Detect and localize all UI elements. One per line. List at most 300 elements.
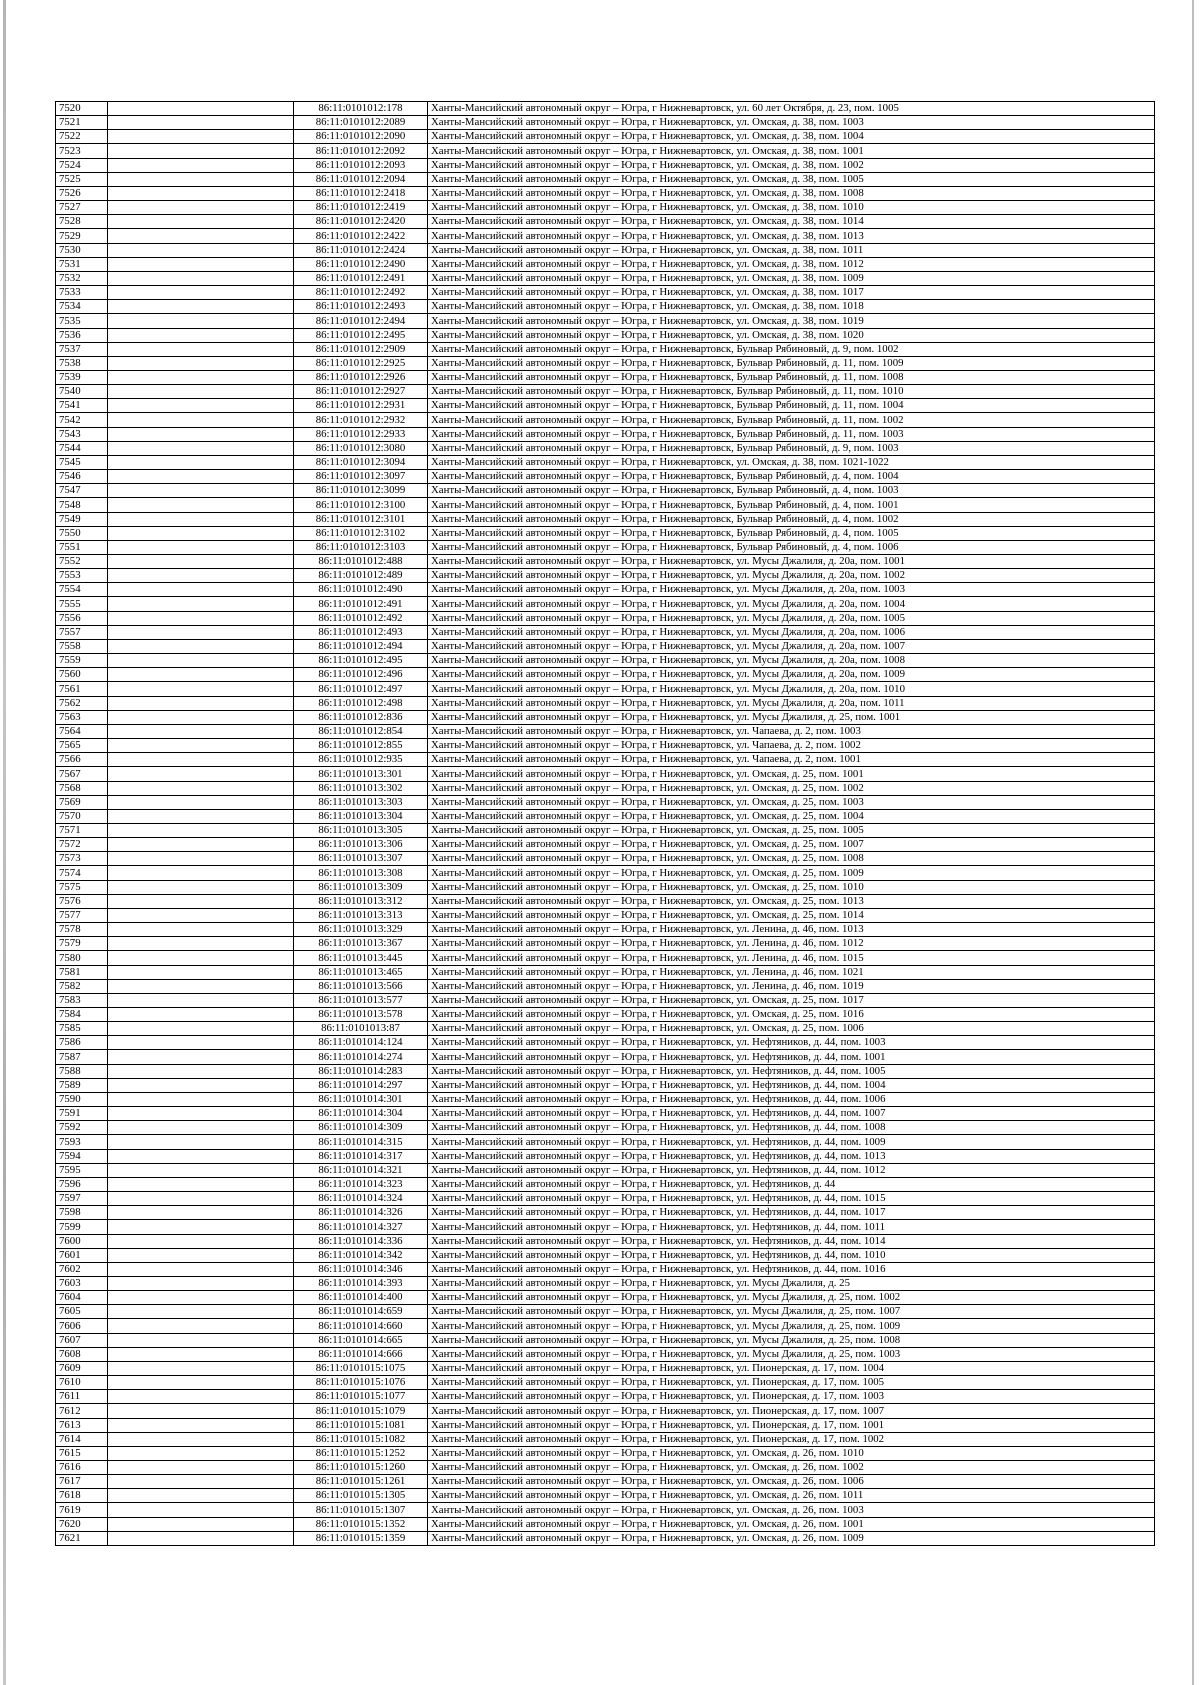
cadastral-number-cell: 86:11:0101014:304 — [294, 1107, 428, 1121]
cadastral-number-cell: 86:11:0101012:2495 — [294, 328, 428, 342]
empty-cell — [108, 1291, 294, 1305]
cadastral-number-cell: 86:11:0101014:323 — [294, 1177, 428, 1191]
cadastral-number-cell: 86:11:0101015:1260 — [294, 1461, 428, 1475]
table-row — [56, 753, 1155, 767]
row-number-cell: 7556 — [56, 611, 108, 625]
row-number-cell: 7617 — [56, 1475, 108, 1489]
table-row — [56, 597, 1155, 611]
cadastral-number-cell: 86:11:0101012:2094 — [294, 172, 428, 186]
row-number-cell: 7611 — [56, 1390, 108, 1404]
empty-cell — [108, 441, 294, 455]
address-cell: Ханты-Мансийский автономный округ – Югра, г Нижневартовск, ул. Омская, д. 25, пом. 1005 — [428, 823, 1155, 837]
address-cell: Ханты-Мансийский автономный округ – Югра, г Нижневартовск, ул. Омская, д. 25, пом. 1001 — [428, 767, 1155, 781]
empty-cell — [108, 993, 294, 1007]
address-cell: Ханты-Мансийский автономный округ – Югра, г Нижневартовск, Бульвар Рябиновый, д. 4, пом. 1004 — [428, 470, 1155, 484]
scan-edge-left — [3, 0, 6, 1685]
cadastral-number-cell: 86:11:0101012:935 — [294, 753, 428, 767]
row-number-cell: 7572 — [56, 838, 108, 852]
table-row — [56, 130, 1155, 144]
cadastral-number-cell: 86:11:0101012:2909 — [294, 342, 428, 356]
row-number-cell: 7563 — [56, 710, 108, 724]
empty-cell — [108, 1475, 294, 1489]
row-number-cell: 7543 — [56, 427, 108, 441]
address-cell: Ханты-Мансийский автономный округ – Югра, г Нижневартовск, ул. Мусы Джалиля, д. 25, пом. 1001 — [428, 710, 1155, 724]
empty-cell — [108, 370, 294, 384]
empty-cell — [108, 1036, 294, 1050]
table-row — [56, 654, 1155, 668]
cadastral-number-cell: 86:11:0101013:308 — [294, 866, 428, 880]
table-row — [56, 1432, 1155, 1446]
address-cell: Ханты-Мансийский автономный округ – Югра, г Нижневартовск, ул. Омская, д. 25, пом. 1006 — [428, 1022, 1155, 1036]
empty-cell — [108, 951, 294, 965]
table-row — [56, 555, 1155, 569]
address-cell: Ханты-Мансийский автономный округ – Югра, г Нижневартовск, ул. Мусы Джалиля, д. 20а, пом. 1009 — [428, 668, 1155, 682]
row-number-cell: 7597 — [56, 1192, 108, 1206]
empty-cell — [108, 838, 294, 852]
cadastral-number-cell: 86:11:0101014:665 — [294, 1333, 428, 1347]
table-row — [56, 1531, 1155, 1545]
empty-cell — [108, 583, 294, 597]
address-cell: Ханты-Мансийский автономный округ – Югра, г Нижневартовск, ул. Нефтяников, д. 44, пом. 1014 — [428, 1234, 1155, 1248]
address-cell: Ханты-Мансийский автономный округ – Югра, г Нижневартовск, ул. Нефтяников, д. 44, пом. 1016 — [428, 1262, 1155, 1276]
empty-cell — [108, 937, 294, 951]
address-cell: Ханты-Мансийский автономный округ – Югра, г Нижневартовск, ул. Нефтяников, д. 44, пом. 1012 — [428, 1163, 1155, 1177]
empty-cell — [108, 1418, 294, 1432]
cadastral-number-cell: 86:11:0101012:495 — [294, 654, 428, 668]
row-number-cell: 7566 — [56, 753, 108, 767]
address-cell: Ханты-Мансийский автономный округ – Югра, г Нижневартовск, ул. Мусы Джалиля, д. 25, пом. 1003 — [428, 1347, 1155, 1361]
address-cell: Ханты-Мансийский автономный округ – Югра, г Нижневартовск, Бульвар Рябиновый, д. 4, пом. 1002 — [428, 512, 1155, 526]
address-cell: Ханты-Мансийский автономный округ – Югра, г Нижневартовск, ул. Омская, д. 25, пом. 1016 — [428, 1008, 1155, 1022]
address-cell: Ханты-Мансийский автономный округ – Югра, г Нижневартовск, ул. Ленина, д. 46, пом. 1015 — [428, 951, 1155, 965]
empty-cell — [108, 1177, 294, 1191]
address-cell: Ханты-Мансийский автономный округ – Югра, г Нижневартовск, ул. Омская, д. 38, пом. 1017 — [428, 286, 1155, 300]
table-row — [56, 1418, 1155, 1432]
address-cell: Ханты-Мансийский автономный округ – Югра, г Нижневартовск, ул. Омская, д. 38, пом. 1018 — [428, 300, 1155, 314]
cadastral-number-cell: 86:11:0101012:2493 — [294, 300, 428, 314]
address-cell: Ханты-Мансийский автономный округ – Югра, г Нижневартовск, ул. Омская, д. 38, пом. 1010 — [428, 201, 1155, 215]
cadastral-number-cell: 86:11:0101012:496 — [294, 668, 428, 682]
table-row — [56, 470, 1155, 484]
cadastral-number-cell: 86:11:0101012:2931 — [294, 399, 428, 413]
row-number-cell: 7581 — [56, 965, 108, 979]
empty-cell — [108, 271, 294, 285]
empty-cell — [108, 158, 294, 172]
table-row — [56, 809, 1155, 823]
cadastral-number-cell: 86:11:0101012:2925 — [294, 356, 428, 370]
row-number-cell: 7579 — [56, 937, 108, 951]
empty-cell — [108, 795, 294, 809]
empty-cell — [108, 1390, 294, 1404]
table-row — [56, 965, 1155, 979]
row-number-cell: 7560 — [56, 668, 108, 682]
address-cell: Ханты-Мансийский автономный округ – Югра, г Нижневартовск, ул. Чапаева, д. 2, пом. 1001 — [428, 753, 1155, 767]
row-number-cell: 7603 — [56, 1276, 108, 1290]
empty-cell — [108, 1361, 294, 1375]
cadastral-number-cell: 86:11:0101012:2932 — [294, 413, 428, 427]
row-number-cell: 7621 — [56, 1531, 108, 1545]
table-row — [56, 1022, 1155, 1036]
address-cell: Ханты-Мансийский автономный округ – Югра, г Нижневартовск, ул. Мусы Джалиля, д. 20а, пом. 1011 — [428, 696, 1155, 710]
empty-cell — [108, 597, 294, 611]
address-cell: Ханты-Мансийский автономный округ – Югра, г Нижневартовск, ул. Омская, д. 38, пом. 1003 — [428, 116, 1155, 130]
address-cell: Ханты-Мансийский автономный округ – Югра, г Нижневартовск, ул. Омская, д. 26, пом. 1001 — [428, 1517, 1155, 1531]
row-number-cell: 7526 — [56, 186, 108, 200]
address-cell: Ханты-Мансийский автономный округ – Югра, г Нижневартовск, ул. Омская, д. 25, пом. 1008 — [428, 852, 1155, 866]
address-cell: Ханты-Мансийский автономный округ – Югра, г Нижневартовск, ул. Омская, д. 38, пом. 1013 — [428, 229, 1155, 243]
row-number-cell: 7537 — [56, 342, 108, 356]
table-row — [56, 328, 1155, 342]
table-row — [56, 1276, 1155, 1290]
address-cell: Ханты-Мансийский автономный округ – Югра, г Нижневартовск, ул. Омская, д. 38, пом. 1012 — [428, 257, 1155, 271]
row-number-cell: 7584 — [56, 1008, 108, 1022]
cadastral-number-cell: 86:11:0101013:302 — [294, 781, 428, 795]
address-cell: Ханты-Мансийский автономный округ – Югра, г Нижневартовск, ул. Омская, д. 26, пом. 1002 — [428, 1461, 1155, 1475]
address-cell: Ханты-Мансийский автономный округ – Югра, г Нижневартовск, ул. Мусы Джалиля, д. 20а, пом. 1008 — [428, 654, 1155, 668]
address-cell: Ханты-Мансийский автономный округ – Югра, г Нижневартовск, ул. Омская, д. 25, пом. 1013 — [428, 894, 1155, 908]
address-cell: Ханты-Мансийский автономный округ – Югра, г Нижневартовск, ул. Нефтяников, д. 44, пом. 1007 — [428, 1107, 1155, 1121]
address-cell: Ханты-Мансийский автономный округ – Югра, г Нижневартовск, ул. Омская, д. 38, пом. 1019 — [428, 314, 1155, 328]
table-row — [56, 271, 1155, 285]
table-row — [56, 1163, 1155, 1177]
row-number-cell: 7580 — [56, 951, 108, 965]
table-row — [56, 866, 1155, 880]
table-row — [56, 937, 1155, 951]
cadastral-number-cell: 86:11:0101013:87 — [294, 1022, 428, 1036]
row-number-cell: 7577 — [56, 908, 108, 922]
row-number-cell: 7574 — [56, 866, 108, 880]
address-cell: Ханты-Мансийский автономный округ – Югра, г Нижневартовск, ул. Мусы Джалиля, д. 20а, пом. 1007 — [428, 639, 1155, 653]
cadastral-number-cell: 86:11:0101012:2090 — [294, 130, 428, 144]
table-row — [56, 1107, 1155, 1121]
empty-cell — [108, 611, 294, 625]
row-number-cell: 7618 — [56, 1489, 108, 1503]
row-number-cell: 7551 — [56, 540, 108, 554]
address-cell: Ханты-Мансийский автономный округ – Югра, г Нижневартовск, ул. Омская, д. 38, пом. 1020 — [428, 328, 1155, 342]
address-cell: Ханты-Мансийский автономный округ – Югра, г Нижневартовск, ул. Омская, д. 26, пом. 1003 — [428, 1503, 1155, 1517]
table-row — [56, 1192, 1155, 1206]
row-number-cell: 7525 — [56, 172, 108, 186]
table-row — [56, 611, 1155, 625]
table-row — [56, 1036, 1155, 1050]
cadastral-number-cell: 86:11:0101012:3103 — [294, 540, 428, 554]
row-number-cell: 7523 — [56, 144, 108, 158]
table-row — [56, 158, 1155, 172]
empty-cell — [108, 1220, 294, 1234]
row-number-cell: 7564 — [56, 724, 108, 738]
table-row — [56, 1517, 1155, 1531]
row-number-cell: 7582 — [56, 979, 108, 993]
row-number-cell: 7596 — [56, 1177, 108, 1191]
cadastral-number-cell: 86:11:0101012:855 — [294, 739, 428, 753]
address-cell: Ханты-Мансийский автономный округ – Югра, г Нижневартовск, ул. Пионерская, д. 17, пом. 1007 — [428, 1404, 1155, 1418]
cadastral-number-cell: 86:11:0101014:315 — [294, 1135, 428, 1149]
address-cell: Ханты-Мансийский автономный округ – Югра, г Нижневартовск, Бульвар Рябиновый, д. 4, пом. 1003 — [428, 484, 1155, 498]
row-number-cell: 7531 — [56, 257, 108, 271]
cadastral-number-cell: 86:11:0101012:854 — [294, 724, 428, 738]
address-cell: Ханты-Мансийский автономный округ – Югра, г Нижневартовск, ул. Чапаева, д. 2, пом. 1003 — [428, 724, 1155, 738]
empty-cell — [108, 1503, 294, 1517]
table-row — [56, 1121, 1155, 1135]
cadastral-number-cell: 86:11:0101012:497 — [294, 682, 428, 696]
address-cell: Ханты-Мансийский автономный округ – Югра, г Нижневартовск, ул. Пионерская, д. 17, пом. 1004 — [428, 1361, 1155, 1375]
address-cell: Ханты-Мансийский автономный округ – Югра, г Нижневартовск, ул. Чапаева, д. 2, пом. 1002 — [428, 739, 1155, 753]
register-body — [56, 102, 1155, 1546]
row-number-cell: 7585 — [56, 1022, 108, 1036]
empty-cell — [108, 1092, 294, 1106]
table-row — [56, 186, 1155, 200]
row-number-cell: 7553 — [56, 569, 108, 583]
empty-cell — [108, 1531, 294, 1545]
cadastral-number-cell: 86:11:0101012:491 — [294, 597, 428, 611]
cadastral-number-cell: 86:11:0101013:445 — [294, 951, 428, 965]
address-cell: Ханты-Мансийский автономный округ – Югра, г Нижневартовск, ул. Омская, д. 25, пом. 1004 — [428, 809, 1155, 823]
address-cell: Ханты-Мансийский автономный округ – Югра, г Нижневартовск, ул. Нефтяников, д. 44 — [428, 1177, 1155, 1191]
cadastral-number-cell: 86:11:0101012:2926 — [294, 370, 428, 384]
cadastral-number-cell: 86:11:0101013:304 — [294, 809, 428, 823]
empty-cell — [108, 625, 294, 639]
table-row — [56, 243, 1155, 257]
empty-cell — [108, 979, 294, 993]
empty-cell — [108, 908, 294, 922]
address-cell: Ханты-Мансийский автономный округ – Югра, г Нижневартовск, ул. Омская, д. 38, пом. 1005 — [428, 172, 1155, 186]
row-number-cell: 7610 — [56, 1376, 108, 1390]
row-number-cell: 7521 — [56, 116, 108, 130]
table-row — [56, 795, 1155, 809]
row-number-cell: 7608 — [56, 1347, 108, 1361]
address-cell: Ханты-Мансийский автономный округ – Югра, г Нижневартовск, ул. Нефтяников, д. 44, пом. 1011 — [428, 1220, 1155, 1234]
cadastral-number-cell: 86:11:0101013:301 — [294, 767, 428, 781]
address-cell: Ханты-Мансийский автономный округ – Югра, г Нижневартовск, ул. Омская, д. 38, пом. 1011 — [428, 243, 1155, 257]
table-row — [56, 908, 1155, 922]
cadastral-number-cell: 86:11:0101014:393 — [294, 1276, 428, 1290]
empty-cell — [108, 470, 294, 484]
table-row — [56, 668, 1155, 682]
address-cell: Ханты-Мансийский автономный округ – Югра, г Нижневартовск, ул. Омская, д. 38, пом. 1009 — [428, 271, 1155, 285]
row-number-cell: 7540 — [56, 385, 108, 399]
cadastral-number-cell: 86:11:0101012:489 — [294, 569, 428, 583]
empty-cell — [108, 512, 294, 526]
cadastral-number-cell: 86:11:0101015:1252 — [294, 1446, 428, 1460]
table-row — [56, 455, 1155, 469]
row-number-cell: 7614 — [56, 1432, 108, 1446]
cadastral-number-cell: 86:11:0101012:2927 — [294, 385, 428, 399]
cadastral-number-cell: 86:11:0101012:3102 — [294, 526, 428, 540]
cadastral-number-cell: 86:11:0101013:329 — [294, 923, 428, 937]
empty-cell — [108, 965, 294, 979]
row-number-cell: 7590 — [56, 1092, 108, 1106]
empty-cell — [108, 385, 294, 399]
empty-cell — [108, 555, 294, 569]
address-cell: Ханты-Мансийский автономный округ – Югра, г Нижневартовск, ул. Омская, д. 38, пом. 1004 — [428, 130, 1155, 144]
row-number-cell: 7592 — [56, 1121, 108, 1135]
table-row — [56, 1291, 1155, 1305]
empty-cell — [108, 1461, 294, 1475]
row-number-cell: 7599 — [56, 1220, 108, 1234]
table-row — [56, 767, 1155, 781]
cadastral-number-cell: 86:11:0101013:578 — [294, 1008, 428, 1022]
table-row — [56, 399, 1155, 413]
address-cell: Ханты-Мансийский автономный округ – Югра, г Нижневартовск, ул. Нефтяников, д. 44, пом. 1010 — [428, 1248, 1155, 1262]
address-cell: Ханты-Мансийский автономный округ – Югра, г Нижневартовск, ул. Омская, д. 25, пом. 1003 — [428, 795, 1155, 809]
row-number-cell: 7604 — [56, 1291, 108, 1305]
empty-cell — [108, 1107, 294, 1121]
cadastral-number-cell: 86:11:0101013:309 — [294, 880, 428, 894]
empty-cell — [108, 300, 294, 314]
empty-cell — [108, 923, 294, 937]
row-number-cell: 7620 — [56, 1517, 108, 1531]
table-row — [56, 682, 1155, 696]
table-row — [56, 1390, 1155, 1404]
address-cell: Ханты-Мансийский автономный округ – Югра, г Нижневартовск, ул. Нефтяников, д. 44, пом. 1004 — [428, 1078, 1155, 1092]
empty-cell — [108, 144, 294, 158]
row-number-cell: 7530 — [56, 243, 108, 257]
table-row — [56, 102, 1155, 116]
empty-cell — [108, 767, 294, 781]
cadastral-number-cell: 86:11:0101014:124 — [294, 1036, 428, 1050]
address-cell: Ханты-Мансийский автономный округ – Югра, г Нижневартовск, ул. Мусы Джалиля, д. 20а, пом. 1010 — [428, 682, 1155, 696]
row-number-cell: 7602 — [56, 1262, 108, 1276]
empty-cell — [108, 186, 294, 200]
row-number-cell: 7544 — [56, 441, 108, 455]
address-cell: Ханты-Мансийский автономный округ – Югра, г Нижневартовск, ул. Ленина, д. 46, пом. 1021 — [428, 965, 1155, 979]
row-number-cell: 7591 — [56, 1107, 108, 1121]
empty-cell — [108, 257, 294, 271]
cadastral-number-cell: 86:11:0101014:659 — [294, 1305, 428, 1319]
cadastral-number-cell: 86:11:0101013:465 — [294, 965, 428, 979]
address-cell: Ханты-Мансийский автономный округ – Югра, г Нижневартовск, ул. Мусы Джалиля, д. 20а, пом. 1005 — [428, 611, 1155, 625]
row-number-cell: 7546 — [56, 470, 108, 484]
address-cell: Ханты-Мансийский автономный округ – Югра, г Нижневартовск, ул. Мусы Джалиля, д. 20а, пом. 1003 — [428, 583, 1155, 597]
cadastral-number-cell: 86:11:0101012:2092 — [294, 144, 428, 158]
address-cell: Ханты-Мансийский автономный округ – Югра, г Нижневартовск, ул. Нефтяников, д. 44, пом. 1001 — [428, 1050, 1155, 1064]
table-row — [56, 441, 1155, 455]
table-row — [56, 286, 1155, 300]
table-row — [56, 1092, 1155, 1106]
row-number-cell: 7595 — [56, 1163, 108, 1177]
row-number-cell: 7565 — [56, 739, 108, 753]
row-number-cell: 7532 — [56, 271, 108, 285]
table-row — [56, 823, 1155, 837]
table-row — [56, 257, 1155, 271]
address-cell: Ханты-Мансийский автономный округ – Югра, г Нижневартовск, ул. Мусы Джалиля, д. 25, пом. 1002 — [428, 1291, 1155, 1305]
table-row — [56, 1461, 1155, 1475]
address-cell: Ханты-Мансийский автономный округ – Югра, г Нижневартовск, Бульвар Рябиновый, д. 4, пом. 1001 — [428, 498, 1155, 512]
row-number-cell: 7555 — [56, 597, 108, 611]
row-number-cell: 7535 — [56, 314, 108, 328]
row-number-cell: 7619 — [56, 1503, 108, 1517]
table-row — [56, 1361, 1155, 1375]
cadastral-number-cell: 86:11:0101014:342 — [294, 1248, 428, 1262]
table-row — [56, 951, 1155, 965]
row-number-cell: 7588 — [56, 1064, 108, 1078]
cadastral-number-cell: 86:11:0101015:1082 — [294, 1432, 428, 1446]
row-number-cell: 7528 — [56, 215, 108, 229]
cadastral-number-cell: 86:11:0101015:1305 — [294, 1489, 428, 1503]
address-cell: Ханты-Мансийский автономный округ – Югра, г Нижневартовск, ул. Мусы Джалиля, д. 20а, пом. 1004 — [428, 597, 1155, 611]
cadastral-number-cell: 86:11:0101014:297 — [294, 1078, 428, 1092]
cadastral-number-cell: 86:11:0101014:321 — [294, 1163, 428, 1177]
empty-cell — [108, 1008, 294, 1022]
empty-cell — [108, 1050, 294, 1064]
cadastral-number-cell: 86:11:0101012:3094 — [294, 455, 428, 469]
address-cell: Ханты-Мансийский автономный округ – Югра, г Нижневартовск, Бульвар Рябиновый, д. 4, пом. 1006 — [428, 540, 1155, 554]
empty-cell — [108, 455, 294, 469]
empty-cell — [108, 1234, 294, 1248]
empty-cell — [108, 172, 294, 186]
cadastral-number-cell: 86:11:0101012:494 — [294, 639, 428, 653]
table-row — [56, 923, 1155, 937]
empty-cell — [108, 286, 294, 300]
address-cell: Ханты-Мансийский автономный округ – Югра, г Нижневартовск, ул. Омская, д. 38, пом. 1021-1022 — [428, 455, 1155, 469]
row-number-cell: 7576 — [56, 894, 108, 908]
empty-cell — [108, 314, 294, 328]
table-row — [56, 342, 1155, 356]
cadastral-number-cell: 86:11:0101014:309 — [294, 1121, 428, 1135]
table-row — [56, 215, 1155, 229]
table-row — [56, 427, 1155, 441]
address-cell: Ханты-Мансийский автономный округ – Югра, г Нижневартовск, ул. Омская, д. 25, пом. 1007 — [428, 838, 1155, 852]
empty-cell — [108, 1333, 294, 1347]
address-cell: Ханты-Мансийский автономный округ – Югра, г Нижневартовск, ул. Омская, д. 38, пом. 1001 — [428, 144, 1155, 158]
address-cell: Ханты-Мансийский автономный округ – Югра, г Нижневартовск, ул. Пионерская, д. 17, пом. 1001 — [428, 1418, 1155, 1432]
table-row — [56, 413, 1155, 427]
table-row — [56, 781, 1155, 795]
row-number-cell: 7589 — [56, 1078, 108, 1092]
address-cell: Ханты-Мансийский автономный округ – Югра, г Нижневартовск, ул. Нефтяников, д. 44, пом. 1003 — [428, 1036, 1155, 1050]
table-row — [56, 1305, 1155, 1319]
table-row — [56, 852, 1155, 866]
table-row — [56, 1347, 1155, 1361]
row-number-cell: 7542 — [56, 413, 108, 427]
table-row — [56, 1064, 1155, 1078]
cadastral-number-cell: 86:11:0101013:312 — [294, 894, 428, 908]
empty-cell — [108, 484, 294, 498]
address-cell: Ханты-Мансийский автономный округ – Югра, г Нижневартовск, Бульвар Рябиновый, д. 11, пом. 1010 — [428, 385, 1155, 399]
empty-cell — [108, 1248, 294, 1262]
row-number-cell: 7575 — [56, 880, 108, 894]
row-number-cell: 7612 — [56, 1404, 108, 1418]
empty-cell — [108, 215, 294, 229]
table-row — [56, 583, 1155, 597]
cadastral-number-cell: 86:11:0101012:2933 — [294, 427, 428, 441]
row-number-cell: 7554 — [56, 583, 108, 597]
empty-cell — [108, 1078, 294, 1092]
address-cell: Ханты-Мансийский автономный округ – Югра, г Нижневартовск, ул. Пионерская, д. 17, пом. 1003 — [428, 1390, 1155, 1404]
empty-cell — [108, 1347, 294, 1361]
address-cell: Ханты-Мансийский автономный округ – Югра, г Нижневартовск, ул. Мусы Джалиля, д. 20а, пом. 1002 — [428, 569, 1155, 583]
row-number-cell: 7578 — [56, 923, 108, 937]
row-number-cell: 7527 — [56, 201, 108, 215]
row-number-cell: 7606 — [56, 1319, 108, 1333]
empty-cell — [108, 696, 294, 710]
cadastral-number-cell: 86:11:0101015:1075 — [294, 1361, 428, 1375]
table-row — [56, 1262, 1155, 1276]
cadastral-number-cell: 86:11:0101012:3097 — [294, 470, 428, 484]
cadastral-number-cell: 86:11:0101013:307 — [294, 852, 428, 866]
cadastral-number-cell: 86:11:0101014:274 — [294, 1050, 428, 1064]
empty-cell — [108, 1149, 294, 1163]
row-number-cell: 7607 — [56, 1333, 108, 1347]
empty-cell — [108, 880, 294, 894]
row-number-cell: 7538 — [56, 356, 108, 370]
table-row — [56, 1177, 1155, 1191]
empty-cell — [108, 739, 294, 753]
cadastral-number-cell: 86:11:0101012:3100 — [294, 498, 428, 512]
empty-cell — [108, 1135, 294, 1149]
table-row — [56, 172, 1155, 186]
cadastral-number-cell: 86:11:0101012:488 — [294, 555, 428, 569]
